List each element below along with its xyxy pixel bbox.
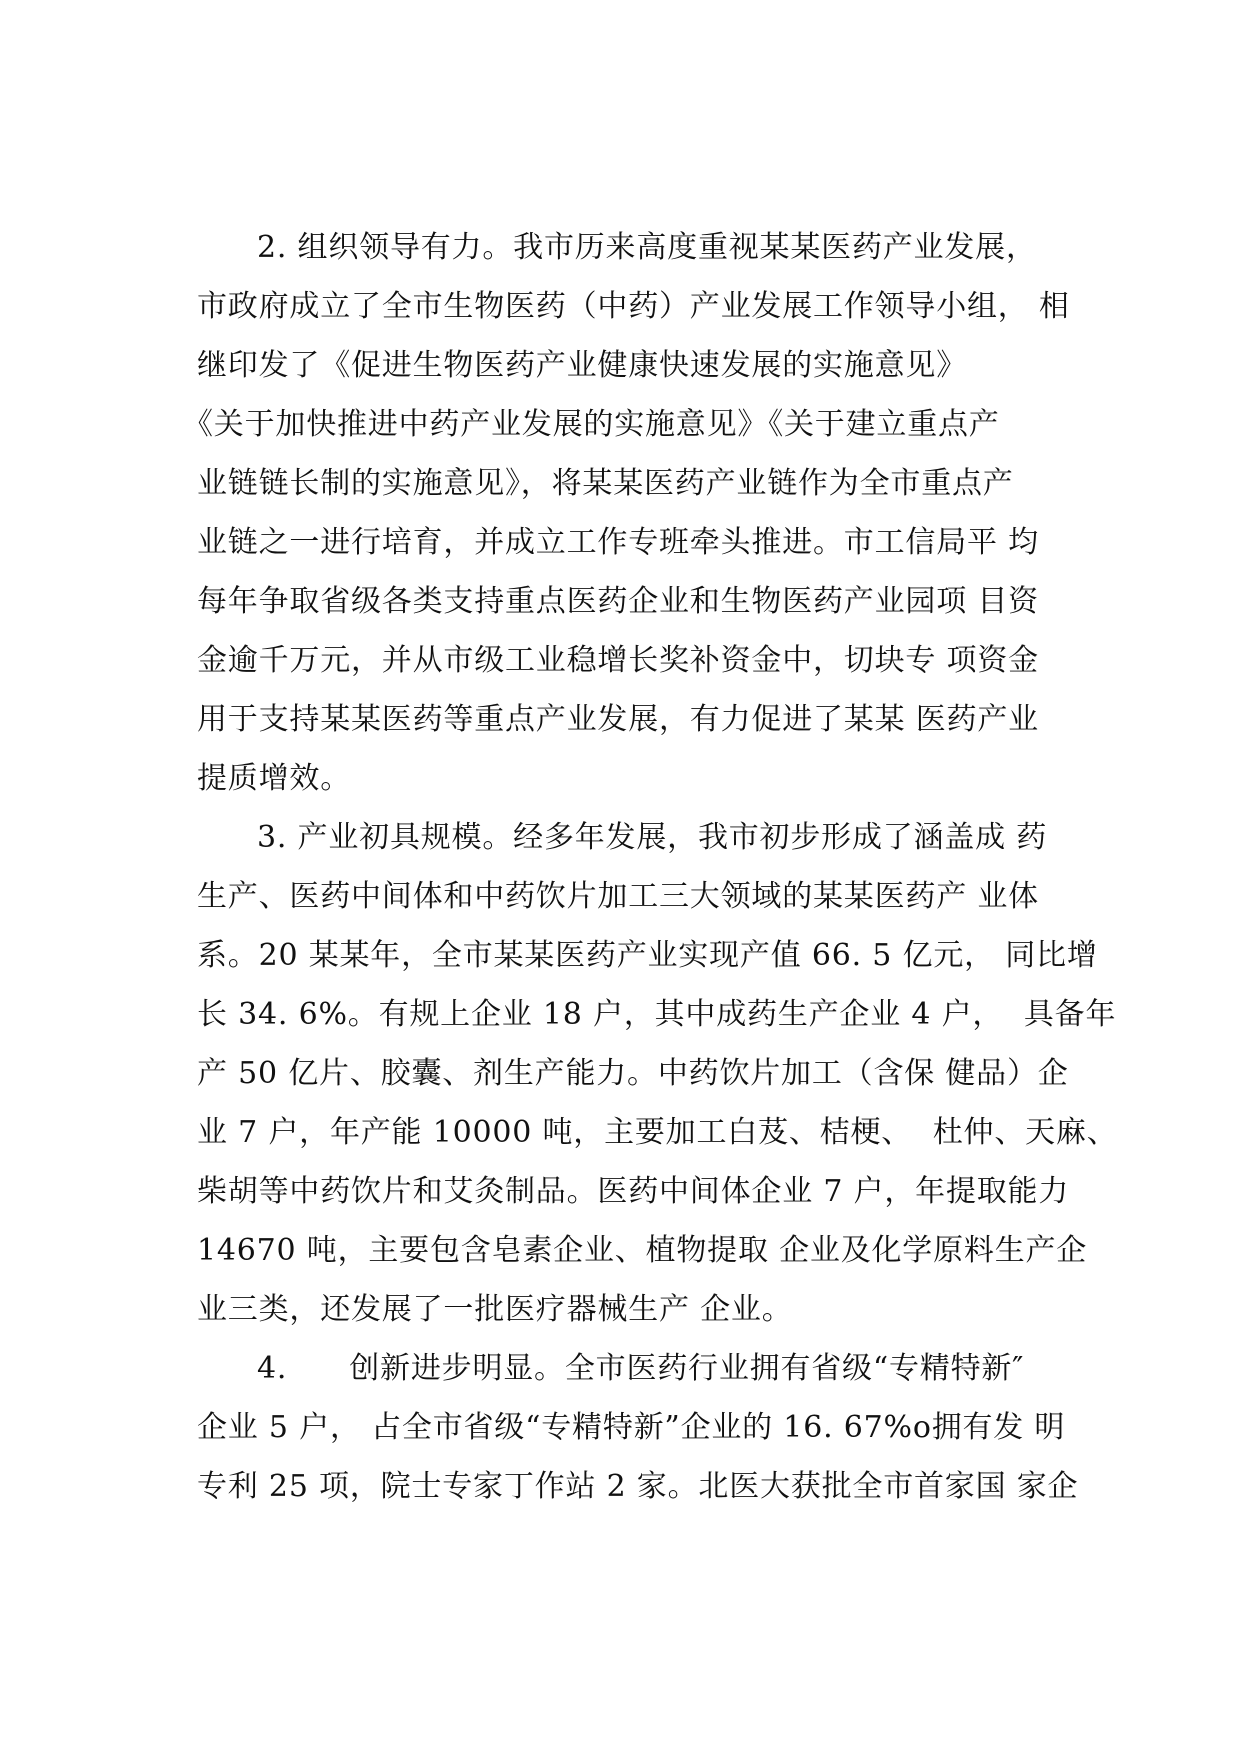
paragraph-line: 14670 吨，主要包含皂素企业、植物提取 企业及化学原料生产企 (197, 1233, 1088, 1268)
paragraph-line: 3. 产业初具规模。经多年发展，我市初步形成了涵盖成 药 (257, 820, 1048, 855)
paragraph-line: 柴胡等中药饮片和艾灸制品。医药中间体企业 7 户，年提取能力 (197, 1174, 1070, 1209)
paragraph-line: 业链之一进行培育，并成立工作专班牵头推进。市工信局平 均 (197, 525, 1039, 560)
paragraph-line: 产 50 亿片、胶囊、剂生产能力。中药饮片加工（含保 健品）企 (197, 1056, 1069, 1091)
paragraph-line: 4. 创新进步明显。全市医药行业拥有省级“专精特新″ (257, 1351, 1025, 1386)
paragraph-line: 生产、医药中间体和中药饮片加工三大领域的某某医药产 业体 (197, 879, 1039, 914)
paragraph-line: 继印发了《促进生物医药产业健康快速发展的实施意见》 (197, 348, 967, 383)
paragraph-line: 提质增效。 (197, 761, 351, 796)
paragraph-line: 业三类，还发展了一批医疗器械生产 企业。 (197, 1292, 793, 1327)
paragraph-line: 每年争取省级各类支持重点医药企业和生物医药产业园项 目资 (197, 584, 1039, 619)
paragraph-line: 长 34. 6%。有规上企业 18 户，其中成药生产企业 4 户， 具备年 (197, 997, 1117, 1032)
paragraph-line: 2. 组织领导有力。我市历来高度重视某某医药产业发展， (257, 230, 1037, 265)
paragraph-line: 市政府成立了全市生物医药（中药）产业发展工作领导小组， 相 (197, 289, 1070, 324)
paragraph-line: 金逾千万元，并从市级工业稳增长奖补资金中，切块专 项资金 (197, 643, 1039, 678)
paragraph-line: 企业 5 户， 占全市省级“专精特新”企业的 16. 67%o拥有发 明 (197, 1410, 1066, 1445)
paragraph-line: 业 7 户，年产能 10000 吨，主要加工白芨、桔梗、 杜仲、天麻、 (197, 1115, 1118, 1150)
body-text (183, 218, 1118, 1516)
paragraph-line: 业链链长制的实施意见》，将某某医药产业链作为全市重点产 (197, 466, 1014, 501)
paragraph-line: 专利 25 项，院士专家丁作站 2 家。北医大获批全市首家国 家企 (197, 1469, 1079, 1504)
paragraph-line: 《关于加快推进中药产业发展的实施意见》《关于建立重点产 (183, 407, 1000, 442)
paragraph-line: 用于支持某某医药等重点产业发展，有力促进了某某 医药产业 (197, 702, 1039, 737)
paragraph-line: 系。20 某某年，全市某某医药产业实现产值 66. 5 亿元， 同比增 (197, 938, 1098, 973)
